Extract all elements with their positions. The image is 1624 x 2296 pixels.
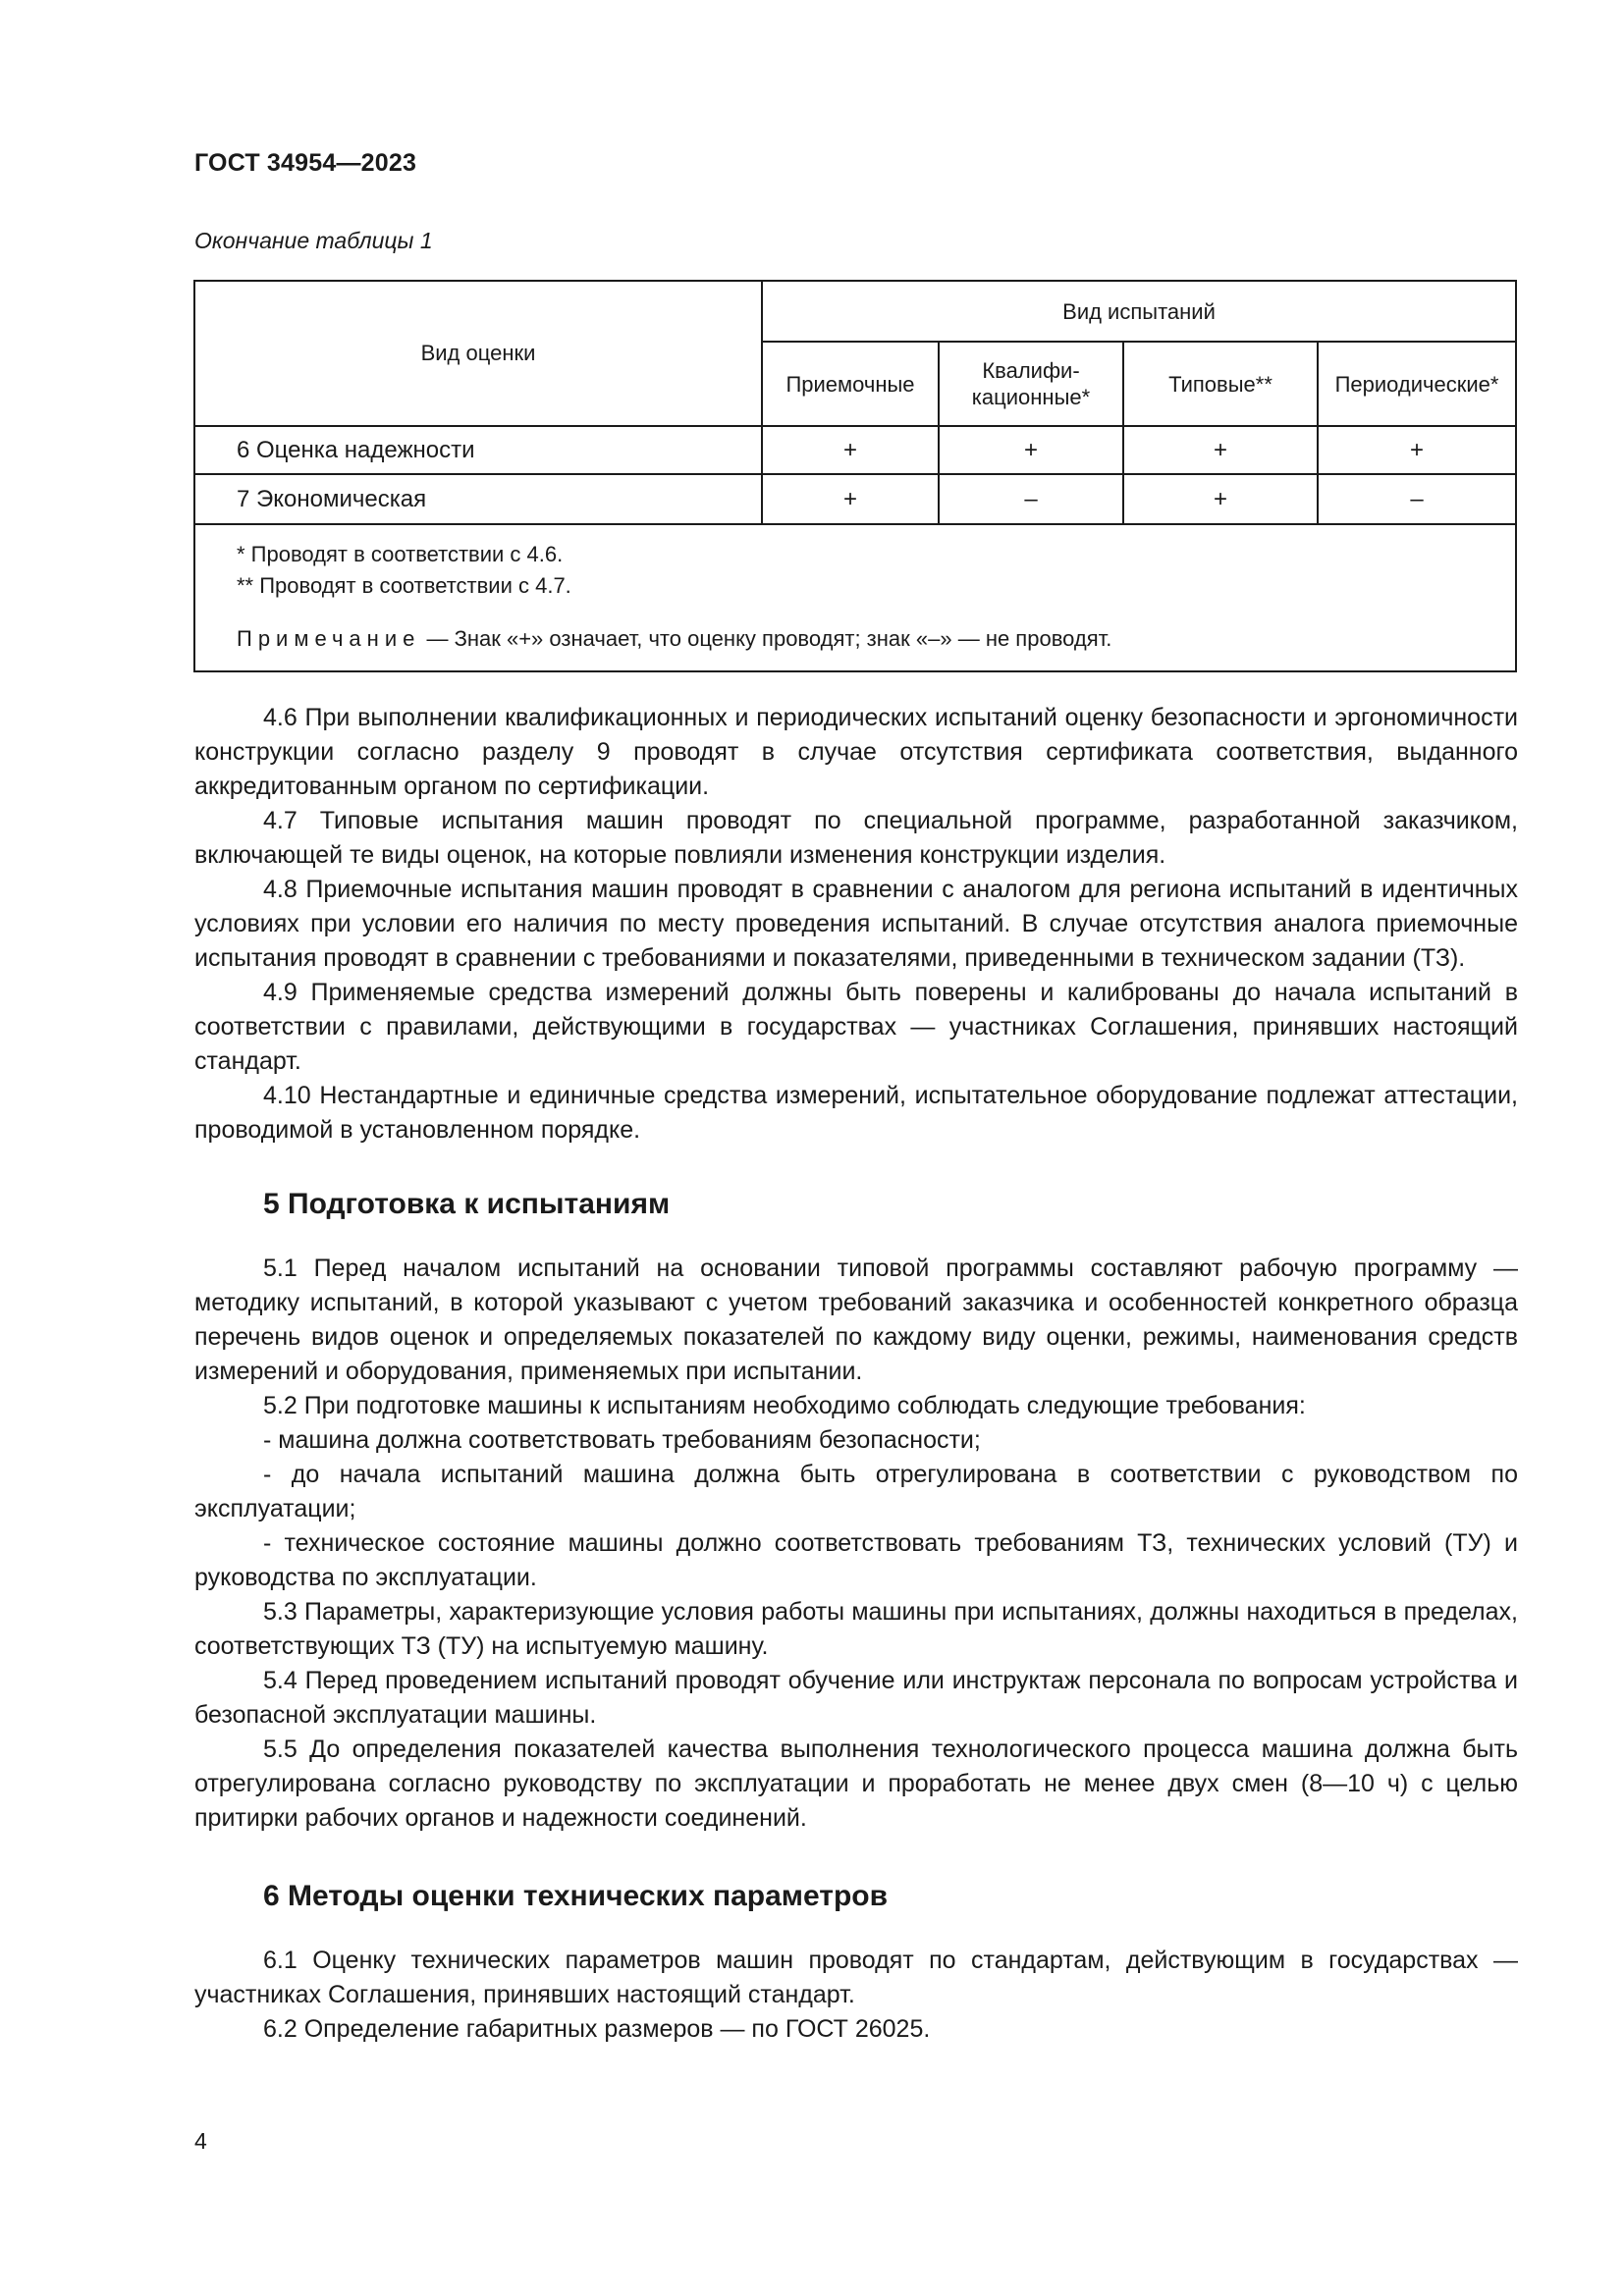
subcol-qualification [939, 342, 1123, 426]
row-mark: + [762, 426, 939, 474]
paragraph-5-1: 5.1 Перед началом испытаний на основании типовой программы составляют рабочую программу — методику испытаний, в которой указывают с учетом требований заказчика и особенностей конкретного образца перечень видов оценок и определяемых показателей по каждому виду оценки, режимы, наименования средств измерений и оборудования, применяемых при испытании. [194, 1255, 1518, 1385]
paragraph-4-9: 4.9 Применяемые средства измерений должны быть поверены и калиброваны до начала испытаний в соответствии с правилами, действующими в государствах — участниках Соглашения, принявших настоящий стандарт. [194, 979, 1518, 1075]
footnote: ** Проводят в соответствии с 4.7. [237, 573, 571, 598]
table-notes [194, 524, 1516, 671]
row-name: 7 Экономическая [194, 474, 762, 524]
subcol-type: Типовые** [1123, 342, 1318, 426]
note-text: — Знак «+» означает, что оценку проводят; знак «–» — не проводят. [420, 626, 1112, 651]
paragraph-4-6: 4.6 При выполнении квалификационных и периодических испытаний оценку безопасности и эргономичности конструкции согласно разделу 9 проводят в случае отсутствия сертификата соответствия, выданного аккредитованным органом по сертификации. [194, 704, 1518, 800]
paragraph-5-3: 5.3 Параметры, характеризующие условия работы машины при испытаниях, должны находиться в пределах, соответствующих ТЗ (ТУ) на испытуемую машину. [194, 1598, 1518, 1660]
assessment-table [193, 280, 1517, 672]
row-mark: + [1123, 474, 1318, 524]
paragraph-4-7: 4.7 Типовые испытания машин проводят по специальной программе, разработанной заказчиком, включающей те виды оценок, на которые повлияли изменения конструкции изделия. [194, 807, 1518, 869]
paragraph-5-4: 5.4 Перед проведением испытаний проводят обучение или инструктаж персонала по вопросам устройства и безопасной эксплуатации машины. [194, 1667, 1518, 1729]
standard-designation: ГОСТ 34954—2023 [194, 149, 417, 177]
row-mark: + [762, 474, 939, 524]
table-note [237, 623, 1515, 655]
row-mark: + [1123, 426, 1318, 474]
list-item: - техническое состояние машины должно соответствовать требованиям ТЗ, технических условий (ТУ) и руководства по эксплуатации. [194, 1529, 1518, 1591]
col-tests-header: Вид испытаний [762, 281, 1516, 342]
footnote: * Проводят в соответствии с 4.6. [237, 542, 564, 566]
table-caption: Окончание таблицы 1 [194, 228, 433, 253]
row-mark: – [1318, 474, 1516, 524]
paragraph-6-1: 6.1 Оценку технических параметров машин проводят по стандартам, действующим в государствах — участниках Соглашения, принявших настоящий стандарт. [194, 1947, 1518, 2008]
subcol-periodic: Периодические* [1318, 342, 1516, 426]
paragraph-4-8: 4.8 Приемочные испытания машин проводят в сравнении с аналогом для региона испытаний в идентичных условиях при условии его наличия по месту проведения испытаний. В случае отсутствия аналога приемочные испытания проводят в сравнении с требованиями и показателями, приведенными в техническом задании (ТЗ). [194, 876, 1518, 972]
list-item: - до начала испытаний машина должна быть отрегулирована в соответствии с руководством по эксплуатации; [194, 1461, 1518, 1522]
row-mark: + [939, 426, 1123, 474]
paragraph-4-10: 4.10 Нестандартные и единичные средства измерений, испытательное оборудование подлежат аттестации, проводимой в установленном порядке. [194, 1082, 1518, 1144]
subcol-qualification-line1: Квалифи- [982, 358, 1080, 383]
body-text [194, 701, 1518, 2047]
paragraph-5-5: 5.5 До определения показателей качества выполнения технологического процесса машина должна быть отрегулирована согласно руководству по эксплуатации и проработать не менее двух смен (8—10 ч) с целью притирки рабочих органов и надежности соединений. [194, 1735, 1518, 1832]
col-kind-header: Вид оценки [194, 281, 762, 426]
section-6-heading: 6 Методы оценки технических параметров [263, 1880, 889, 1912]
subcol-acceptance: Приемочные [762, 342, 939, 426]
table-row [194, 426, 1516, 474]
list-item: - машина должна соответствовать требованиям безопасности; [263, 1426, 981, 1454]
row-mark: – [939, 474, 1123, 524]
paragraph-5-2: 5.2 При подготовке машины к испытаниям необходимо соблюдать следующие требования: [263, 1392, 1306, 1419]
subcol-qualification-line2: кационные* [971, 385, 1091, 409]
row-mark: + [1318, 426, 1516, 474]
table-row [194, 474, 1516, 524]
section-5-heading: 5 Подготовка к испытаниям [263, 1188, 671, 1220]
row-name: 6 Оценка надежности [194, 426, 762, 474]
note-label: Примечание [237, 626, 421, 651]
paragraph-6-2: 6.2 Определение габаритных размеров — по ГОСТ 26025. [263, 2015, 931, 2043]
page-number: 4 [194, 2128, 207, 2154]
